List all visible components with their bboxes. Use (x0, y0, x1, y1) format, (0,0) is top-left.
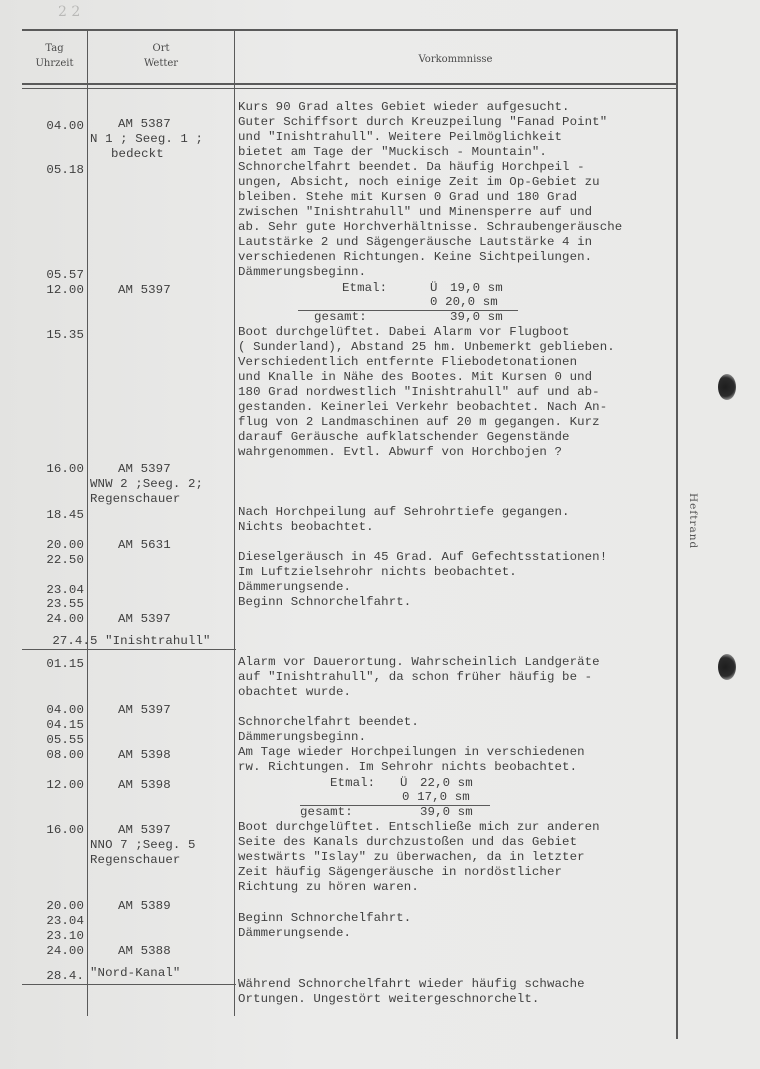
event-line: bleiben. Stehe mit Kursen 0 Grad und 180 Grad (238, 190, 578, 204)
event-line: Dämmerungsende. (238, 926, 352, 940)
etmal-value: 0 20,0 sm (430, 295, 498, 309)
header-bottom-line (22, 83, 676, 85)
position-cell: AM 5631 (118, 538, 171, 552)
event-line: Lautstärke 2 und Sägengeräusche Lautstärke 4 in (238, 235, 593, 249)
etmal-total: 39,0 sm (450, 310, 503, 324)
time-cell: 04.00 (46, 703, 84, 717)
time-cell: 16.00 (46, 462, 84, 476)
event-line: Schnorchelfahrt beendet. (238, 715, 419, 729)
event-line: und "Inishtrahull". Weitere Peilmöglichkeit (238, 130, 563, 144)
time-cell: 05.57 (46, 268, 84, 282)
time-cell: 20.00 (46, 538, 84, 552)
time-cell: 05.55 (46, 733, 84, 747)
time-cell: 15.35 (46, 328, 84, 342)
position-cell: AM 5388 (118, 944, 171, 958)
event-line: verschiedenen Richtungen. Keine Sichtpeilungen. (238, 250, 593, 264)
event-line: Dieselgeräusch in 45 Grad. Auf Gefechtsstationen! (238, 550, 608, 564)
event-line: Während Schnorchelfahrt wieder häufig schwache (238, 977, 585, 991)
position-cell: AM 5397 (118, 823, 171, 837)
punch-hole (718, 374, 736, 400)
event-line: 180 Grad nordwestlich "Inishtrahull" auf und ab- (238, 385, 600, 399)
etmal-total: 39,0 sm (420, 805, 473, 819)
event-line: auf "Inishtrahull", da schon früher häufig be - (238, 670, 593, 684)
event-line: Beginn Schnorchelfahrt. (238, 911, 412, 925)
column-divider-2 (234, 31, 235, 1016)
event-line: Alarm vor Dauerortung. Wahrscheinlich Landgeräte (238, 655, 600, 669)
etmal-label: Etmal: (342, 281, 388, 295)
event-line: Seite des Kanals durchzustoßen und das Gebiet (238, 835, 578, 849)
date-cell: 28.4. (46, 969, 84, 983)
position-cell: AM 5397 (118, 612, 171, 626)
position-cell: AM 5397 (118, 283, 171, 297)
event-line: ( Sunderland), Abstand 25 hm. Unbemerkt geblieben. (238, 340, 615, 354)
header-sub-line (22, 88, 676, 89)
event-line: obachtet wurde. (238, 685, 352, 699)
day-rule-28 (22, 984, 236, 985)
event-line: Richtung zu hören waren. (238, 880, 419, 894)
time-cell: 05.18 (46, 163, 84, 177)
event-line: Beginn Schnorchelfahrt. (238, 595, 412, 609)
location-cell: 5 "Inishtrahull" (90, 634, 211, 648)
event-line: Boot durchgelüftet. Entschließe mich zur anderen (238, 820, 600, 834)
event-line: darauf Geräusche aufklatschender Gegenstände (238, 430, 570, 444)
event-line: Boot durchgelüftet. Dabei Alarm vor Flugboot (238, 325, 570, 339)
event-line: wahrgenommen. Evtl. Abwurf von Horchbojen ? (238, 445, 563, 459)
event-line: Ortungen. Ungestört weitergeschnorchelt. (238, 992, 540, 1006)
event-line: bietet am Tage der "Muckisch - Mountain". (238, 145, 547, 159)
event-line: ungen, Absicht, noch einige Zeit im Op-Gebiet zu (238, 175, 600, 189)
event-line: Nichts beobachtet. (238, 520, 374, 534)
weather-cell: WNW 2 ;Seeg. 2; (90, 477, 204, 491)
etmal-value: 0 17,0 sm (402, 790, 470, 804)
event-line: rw. Richtungen. Im Sehrohr nichts beobachtet. (238, 760, 578, 774)
header-place-weather: Ort Wetter (143, 43, 179, 69)
position-cell: AM 5389 (118, 899, 171, 913)
event-line: Dämmerungsbeginn. (238, 730, 367, 744)
weather-cell: N 1 ; Seeg. 1 ; (90, 132, 204, 146)
event-line: Nach Horchpeilung auf Sehrohrtiefe gegangen. (238, 505, 570, 519)
event-line: westwärts "Islay" zu überwachen, da in letzter (238, 850, 585, 864)
event-line: Kurs 90 Grad altes Gebiet wieder aufgesucht. (238, 100, 570, 114)
etmal-mark: Ü (400, 776, 408, 790)
time-cell: 24.00 (46, 612, 84, 626)
punch-hole (718, 654, 736, 680)
frame-top-line (22, 29, 676, 31)
time-cell: 23.10 (46, 929, 84, 943)
weather-cell: bedeckt (111, 147, 164, 161)
time-cell: 22.50 (46, 553, 84, 567)
event-line: und Knalle in Nähe des Bootes. Mit Kursen 0 und (238, 370, 593, 384)
time-cell: 04.00 (46, 119, 84, 133)
event-line: Am Tage wieder Horchpeilungen in verschiedenen (238, 745, 585, 759)
time-cell: 12.00 (46, 778, 84, 792)
event-line: flug von 2 Landmaschinen auf 20 m gegangen. Kurz (238, 415, 600, 429)
time-cell: 04.15 (46, 718, 84, 732)
header-date-time: Tag Uhrzeit (35, 43, 74, 69)
frame-right-line (676, 29, 678, 1039)
date-cell: 27.4. (52, 634, 90, 648)
etmal-total-label: gesamt: (314, 310, 367, 324)
position-cell: AM 5397 (118, 462, 171, 476)
event-line: Dämmerungsende. (238, 580, 352, 594)
etmal-mark: Ü (430, 281, 438, 295)
etmal-value: 19,0 sm (450, 281, 503, 295)
location-cell: "Nord-Kanal" (90, 966, 181, 980)
time-cell: 24.00 (46, 944, 84, 958)
time-cell: 23.04 (46, 914, 84, 928)
weather-cell: Regenschauer (90, 492, 181, 506)
weather-cell: Regenschauer (90, 853, 181, 867)
event-line: Im Luftzielsehrohr nichts beobachtet. (238, 565, 517, 579)
event-line: Schnorchelfahrt beendet. Da häufig Horchpeil - (238, 160, 585, 174)
event-line: Verschiedentlich entfernte Fliebodetonationen (238, 355, 578, 369)
day-rule-27 (22, 649, 236, 650)
corner-page-number: 2 2 (58, 4, 81, 20)
etmal-total-label: gesamt: (300, 805, 353, 819)
position-cell: AM 5398 (118, 778, 171, 792)
time-cell: 20.00 (46, 899, 84, 913)
etmal-value: 22,0 sm (420, 776, 473, 790)
time-cell: 23.55 (46, 597, 84, 611)
header-events: Vorkommnisse (418, 54, 493, 65)
column-divider-1 (87, 31, 88, 1016)
time-cell: 12.00 (46, 283, 84, 297)
event-line: zwischen "Inishtrahull" und Minensperre auf und (238, 205, 593, 219)
event-line: gestanden. Keinerlei Verkehr beobachtet. Nach An- (238, 400, 608, 414)
time-cell: 01.15 (46, 657, 84, 671)
time-cell: 23.04 (46, 583, 84, 597)
event-line: Guter Schiffsort durch Kreuzpeilung "Fanad Point" (238, 115, 608, 129)
weather-cell: NNO 7 ;Seeg. 5 (90, 838, 196, 852)
etmal-label: Etmal: (330, 776, 376, 790)
event-line: Zeit häufig Sägengeräusche in nordöstlicher (238, 865, 563, 879)
event-line: Dämmerungsbeginn. (238, 265, 367, 279)
time-cell: 18.45 (46, 508, 84, 522)
position-cell: AM 5397 (118, 703, 171, 717)
position-cell: AM 5387 (118, 117, 171, 131)
time-cell: 08.00 (46, 748, 84, 762)
event-line: ab. Sehr gute Horchverhältnisse. Schraubengeräusche (238, 220, 623, 234)
time-cell: 16.00 (46, 823, 84, 837)
margin-note: Heftrand (687, 493, 699, 550)
position-cell: AM 5398 (118, 748, 171, 762)
